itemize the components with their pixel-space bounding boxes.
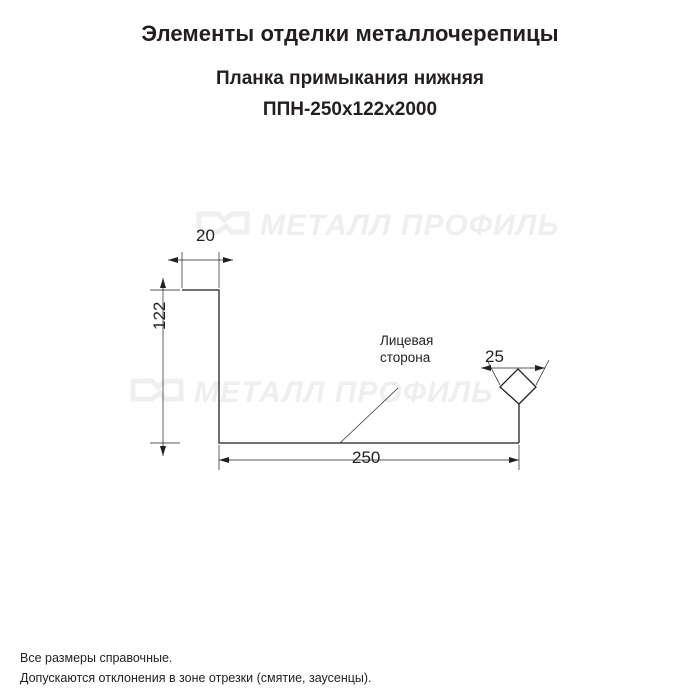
footnote-line-2: Допускаются отклонения в зоне отрезки (смятие, заусенцы). xyxy=(20,670,372,685)
title-block xyxy=(0,22,700,122)
product-code: ППН-250х122х2000 xyxy=(262,98,438,120)
footnotes xyxy=(20,649,372,688)
watermark-text: МЕТАЛЛ ПРОФИЛЬ xyxy=(194,375,494,409)
face-side-annotation xyxy=(380,333,490,367)
dimension-label-length-bottom: 250 xyxy=(352,448,381,467)
product-name: Планка примыкания нижняя xyxy=(215,68,485,90)
dimension-label-width-top: 20 xyxy=(196,226,215,245)
watermark-text: МЕТАЛЛ ПРОФИЛЬ xyxy=(260,208,560,242)
face-side-line-1: Лицевая xyxy=(380,333,434,348)
page-title: Элементы отделки металлочерепицы xyxy=(141,21,559,46)
dimension-label-height-left: 122 xyxy=(150,301,169,330)
technical-drawing xyxy=(0,160,700,540)
footnote-line-1: Все размеры справочные. xyxy=(20,651,173,666)
face-side-line-2: сторона xyxy=(380,349,431,365)
dimension-label-flange-right: 25 xyxy=(485,347,504,366)
